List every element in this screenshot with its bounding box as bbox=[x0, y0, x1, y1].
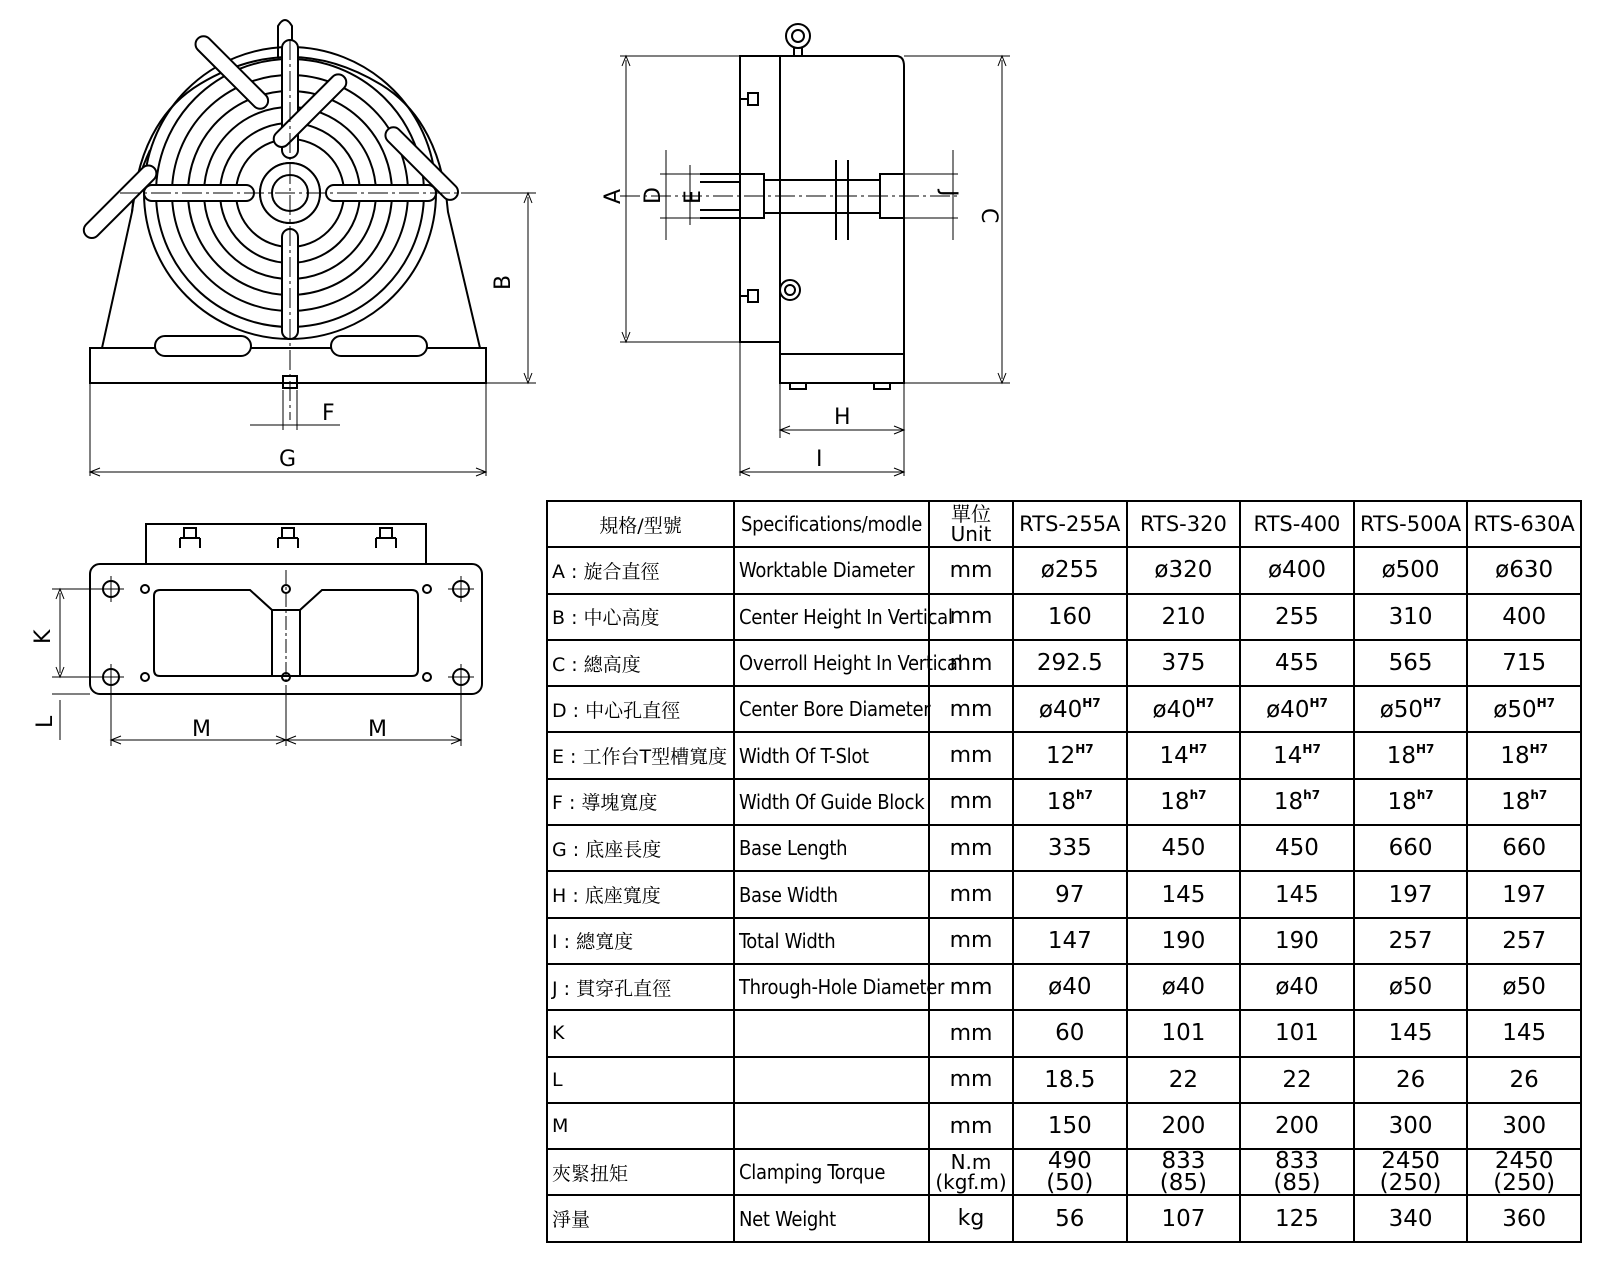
value-text: 450 bbox=[1275, 835, 1319, 862]
row-label-zh: K bbox=[547, 1010, 734, 1056]
value-text: ø40 bbox=[1048, 974, 1092, 1001]
value-text: 150 bbox=[1047, 1113, 1092, 1139]
tolerance-superscript: h7 bbox=[1416, 788, 1434, 803]
row-unit-secondary: (kgf.m) bbox=[935, 1170, 1007, 1195]
row-value bbox=[1467, 594, 1581, 640]
value-text: 200 bbox=[1275, 1113, 1319, 1139]
row-label-en: Width Of T-Slot bbox=[734, 732, 929, 778]
value-secondary: (250) bbox=[1379, 1170, 1442, 1197]
row-value bbox=[1467, 825, 1581, 871]
row-value bbox=[1240, 825, 1354, 871]
row-unit: mm bbox=[929, 871, 1013, 917]
tolerance-superscript: H7 bbox=[1082, 695, 1101, 710]
row-value bbox=[1467, 1057, 1581, 1103]
row-value bbox=[1127, 779, 1241, 825]
dim-label-f: F bbox=[322, 401, 335, 426]
row-value bbox=[1013, 547, 1127, 593]
table-row bbox=[547, 779, 1581, 825]
row-value bbox=[1013, 1195, 1127, 1241]
row-label-zh: 淨量 bbox=[547, 1195, 734, 1241]
value-text: 18 bbox=[1273, 789, 1304, 816]
row-value bbox=[1127, 1149, 1241, 1195]
row-value bbox=[1467, 547, 1581, 593]
table-row bbox=[547, 1103, 1581, 1149]
tolerance-superscript: H7 bbox=[1302, 742, 1321, 757]
row-unit: mm bbox=[929, 779, 1013, 825]
row-unit bbox=[929, 1149, 1013, 1195]
tolerance-superscript: H7 bbox=[1309, 695, 1328, 710]
row-value bbox=[1240, 918, 1354, 964]
row-unit: mm bbox=[929, 547, 1013, 593]
row-value bbox=[1013, 779, 1127, 825]
value-text: 375 bbox=[1161, 650, 1206, 677]
dim-label-m-right: M bbox=[368, 717, 387, 742]
row-label-en: Base Width bbox=[734, 871, 929, 917]
row-unit: mm bbox=[929, 918, 1013, 964]
row-label-zh: E : 工作台T型槽寬度 bbox=[547, 732, 734, 778]
row-value bbox=[1127, 594, 1241, 640]
row-value bbox=[1354, 1103, 1468, 1149]
table-row bbox=[547, 1195, 1581, 1241]
row-label-en: Total Width bbox=[734, 918, 929, 964]
row-value bbox=[1354, 640, 1468, 686]
row-value bbox=[1127, 547, 1241, 593]
value-text: 400 bbox=[1502, 603, 1547, 630]
header-model-2: RTS-320 bbox=[1127, 501, 1241, 547]
value-text: 22 bbox=[1168, 1066, 1199, 1093]
value-text: 18.5 bbox=[1044, 1066, 1096, 1093]
row-label-en: Through-Hole Diameter bbox=[734, 964, 929, 1010]
value-text: 292.5 bbox=[1036, 650, 1103, 677]
row-value bbox=[1127, 1103, 1241, 1149]
table-row bbox=[547, 732, 1581, 778]
value-text: 12 bbox=[1045, 743, 1076, 770]
value-text: 565 bbox=[1388, 650, 1433, 677]
table-row bbox=[547, 640, 1581, 686]
value-text: 197 bbox=[1388, 881, 1433, 908]
row-value bbox=[1467, 732, 1581, 778]
table-row bbox=[547, 1057, 1581, 1103]
row-value bbox=[1354, 779, 1468, 825]
value-text: 145 bbox=[1275, 881, 1319, 908]
row-value bbox=[1354, 594, 1468, 640]
table-row bbox=[547, 825, 1581, 871]
row-unit: kg bbox=[929, 1195, 1013, 1241]
row-value bbox=[1127, 964, 1241, 1010]
tolerance-superscript: H7 bbox=[1423, 695, 1442, 710]
value-text: 300 bbox=[1502, 1113, 1547, 1139]
tolerance-superscript: h7 bbox=[1189, 788, 1207, 803]
row-value bbox=[1354, 1149, 1468, 1195]
row-value bbox=[1354, 1195, 1468, 1241]
value-text: ø630 bbox=[1495, 557, 1554, 584]
value-text: 26 bbox=[1509, 1066, 1539, 1093]
value-text: 56 bbox=[1055, 1205, 1085, 1232]
row-unit: mm bbox=[929, 1103, 1013, 1149]
value-secondary: (85) bbox=[1159, 1170, 1207, 1197]
header-model-4: RTS-500A bbox=[1354, 501, 1468, 547]
row-label-en: Center Bore Diameter bbox=[734, 686, 929, 732]
table-header-row bbox=[547, 501, 1581, 547]
tolerance-superscript: H7 bbox=[1529, 742, 1549, 757]
value-secondary: (85) bbox=[1273, 1170, 1321, 1197]
row-label-en bbox=[734, 1057, 929, 1103]
row-value bbox=[1013, 964, 1127, 1010]
value-text: 18 bbox=[1387, 789, 1417, 816]
dim-label-d: D bbox=[641, 187, 666, 204]
row-unit: mm bbox=[929, 825, 1013, 871]
value-text: 18 bbox=[1160, 789, 1190, 816]
tolerance-superscript: h7 bbox=[1303, 788, 1321, 803]
value-text: 18 bbox=[1500, 743, 1530, 770]
header-unit-zh: 單位 bbox=[951, 502, 991, 527]
row-unit: mm bbox=[929, 686, 1013, 732]
value-secondary: (250) bbox=[1493, 1170, 1556, 1197]
value-text: 60 bbox=[1055, 1020, 1085, 1047]
value-text: 18 bbox=[1046, 789, 1076, 816]
value-text: 257 bbox=[1502, 927, 1547, 954]
value-text: ø40 bbox=[1266, 696, 1310, 723]
dim-label-e: E bbox=[681, 190, 706, 204]
value-primary: 833 bbox=[1161, 1148, 1206, 1175]
dim-label-a: A bbox=[601, 188, 626, 204]
header-unit bbox=[929, 501, 1013, 547]
row-value bbox=[1127, 732, 1241, 778]
front-view bbox=[80, 20, 536, 476]
row-value bbox=[1013, 825, 1127, 871]
row-unit: mm bbox=[929, 1057, 1013, 1103]
row-value bbox=[1467, 964, 1581, 1010]
value-text: 145 bbox=[1388, 1020, 1433, 1047]
row-value bbox=[1467, 1103, 1581, 1149]
value-primary: 2450 bbox=[1381, 1148, 1440, 1175]
table-row bbox=[547, 1149, 1581, 1195]
table-row bbox=[547, 686, 1581, 732]
row-value bbox=[1013, 871, 1127, 917]
row-label-zh: G : 底座長度 bbox=[547, 825, 734, 871]
row-value bbox=[1467, 1010, 1581, 1056]
row-value bbox=[1013, 1010, 1127, 1056]
value-text: 97 bbox=[1055, 881, 1085, 908]
row-label-zh: D : 中心孔直徑 bbox=[547, 686, 734, 732]
dim-label-c: C bbox=[976, 208, 1001, 224]
side-view bbox=[620, 24, 1010, 476]
row-label-en: Overroll Height In Vertical bbox=[734, 640, 929, 686]
row-value bbox=[1013, 1103, 1127, 1149]
value-text: 14 bbox=[1159, 743, 1189, 770]
tolerance-superscript: H7 bbox=[1075, 742, 1094, 757]
row-unit: mm bbox=[929, 732, 1013, 778]
table-row bbox=[547, 964, 1581, 1010]
row-label-en: Worktable Diameter bbox=[734, 547, 929, 593]
row-label-zh: 夾緊扭矩 bbox=[547, 1149, 734, 1195]
value-primary: 2450 bbox=[1494, 1148, 1554, 1175]
dim-label-h: H bbox=[834, 405, 851, 430]
dim-label-l: L bbox=[33, 715, 58, 728]
row-label-en bbox=[734, 1010, 929, 1056]
value-text: 335 bbox=[1047, 835, 1092, 862]
value-text: 200 bbox=[1161, 1113, 1206, 1139]
table-row bbox=[547, 918, 1581, 964]
row-value bbox=[1013, 1057, 1127, 1103]
value-text: 715 bbox=[1502, 650, 1547, 677]
row-value bbox=[1467, 686, 1581, 732]
value-text: 14 bbox=[1273, 743, 1303, 770]
row-value bbox=[1013, 918, 1127, 964]
row-value bbox=[1467, 1149, 1581, 1195]
row-label-en bbox=[734, 1103, 929, 1149]
value-text: ø50 bbox=[1502, 974, 1546, 1001]
row-value bbox=[1354, 964, 1468, 1010]
row-value bbox=[1240, 1149, 1354, 1195]
row-value bbox=[1240, 871, 1354, 917]
row-unit-primary: N.m bbox=[950, 1150, 992, 1175]
row-unit: mm bbox=[929, 594, 1013, 640]
row-value bbox=[1467, 1195, 1581, 1241]
row-value bbox=[1013, 686, 1127, 732]
row-label-zh: I : 總寬度 bbox=[547, 918, 734, 964]
value-text: 340 bbox=[1388, 1205, 1433, 1232]
row-value bbox=[1354, 1057, 1468, 1103]
row-value bbox=[1013, 732, 1127, 778]
row-label-zh: H : 底座寬度 bbox=[547, 871, 734, 917]
value-text: 360 bbox=[1502, 1205, 1547, 1232]
row-value bbox=[1240, 594, 1354, 640]
value-text: 101 bbox=[1161, 1020, 1206, 1047]
value-secondary: (50) bbox=[1046, 1170, 1094, 1197]
row-value bbox=[1240, 686, 1354, 732]
value-text: ø40 bbox=[1152, 696, 1196, 723]
row-label-zh: A : 旋合直徑 bbox=[547, 547, 734, 593]
row-value bbox=[1240, 1103, 1354, 1149]
value-text: ø50 bbox=[1493, 696, 1537, 723]
value-text: 145 bbox=[1161, 881, 1206, 908]
row-value bbox=[1354, 871, 1468, 917]
dim-label-j: J bbox=[936, 190, 961, 197]
dim-label-k: K bbox=[31, 629, 56, 644]
header-en: Specifications/modle bbox=[734, 501, 929, 547]
tolerance-superscript: H7 bbox=[1195, 695, 1215, 710]
row-label-zh: C : 總高度 bbox=[547, 640, 734, 686]
tolerance-superscript: h7 bbox=[1075, 788, 1093, 803]
table-row bbox=[547, 871, 1581, 917]
row-value bbox=[1013, 640, 1127, 686]
value-text: 160 bbox=[1047, 603, 1092, 630]
value-text: 450 bbox=[1161, 835, 1206, 862]
tolerance-superscript: h7 bbox=[1530, 788, 1548, 803]
value-text: ø400 bbox=[1267, 557, 1326, 584]
header-model-1: RTS-255A bbox=[1013, 501, 1127, 547]
header-model-5: RTS-630A bbox=[1467, 501, 1581, 547]
value-text: 26 bbox=[1395, 1066, 1426, 1093]
row-value bbox=[1354, 686, 1468, 732]
tolerance-superscript: H7 bbox=[1416, 742, 1435, 757]
row-value bbox=[1127, 918, 1241, 964]
row-value bbox=[1127, 640, 1241, 686]
value-text: ø40 bbox=[1038, 696, 1083, 723]
value-text: ø255 bbox=[1040, 557, 1099, 584]
row-value bbox=[1127, 1195, 1241, 1241]
value-primary: 833 bbox=[1275, 1148, 1319, 1175]
row-value bbox=[1354, 547, 1468, 593]
row-value bbox=[1240, 640, 1354, 686]
table-body bbox=[547, 547, 1581, 1241]
header-unit-en: Unit bbox=[950, 522, 992, 547]
row-label-zh: M bbox=[547, 1103, 734, 1149]
row-value bbox=[1240, 779, 1354, 825]
specification-table bbox=[546, 500, 1582, 1243]
table-row bbox=[547, 594, 1581, 640]
value-text: ø500 bbox=[1381, 557, 1440, 584]
value-text: 22 bbox=[1282, 1066, 1312, 1093]
row-label-zh: B : 中心高度 bbox=[547, 594, 734, 640]
value-text: 257 bbox=[1388, 927, 1433, 954]
tolerance-superscript: H7 bbox=[1188, 742, 1208, 757]
dim-label-m-left: M bbox=[192, 717, 211, 742]
row-value bbox=[1354, 732, 1468, 778]
value-text: 190 bbox=[1275, 927, 1319, 954]
dim-label-g: G bbox=[279, 447, 297, 472]
table-row bbox=[547, 547, 1581, 593]
row-value bbox=[1354, 825, 1468, 871]
header-model-3: RTS-400 bbox=[1240, 501, 1354, 547]
value-text: 210 bbox=[1161, 603, 1206, 630]
value-text: 125 bbox=[1275, 1205, 1319, 1232]
row-value bbox=[1127, 1057, 1241, 1103]
row-value bbox=[1127, 871, 1241, 917]
row-value bbox=[1467, 918, 1581, 964]
row-label-en: Center Height In Vertical bbox=[734, 594, 929, 640]
row-label-en: Width Of Guide Block bbox=[734, 779, 929, 825]
value-text: 145 bbox=[1502, 1020, 1547, 1047]
tolerance-superscript: H7 bbox=[1536, 695, 1556, 710]
value-text: 660 bbox=[1388, 835, 1433, 862]
value-text: 255 bbox=[1275, 603, 1319, 630]
dim-label-i: I bbox=[816, 447, 823, 472]
table-row bbox=[547, 1010, 1581, 1056]
row-value bbox=[1240, 547, 1354, 593]
row-label-zh: F : 導塊寬度 bbox=[547, 779, 734, 825]
value-text: 197 bbox=[1502, 881, 1547, 908]
value-primary: 490 bbox=[1047, 1148, 1092, 1175]
row-unit: mm bbox=[929, 1010, 1013, 1056]
row-unit: mm bbox=[929, 640, 1013, 686]
row-value bbox=[1127, 686, 1241, 732]
value-text: 147 bbox=[1047, 927, 1092, 954]
row-value bbox=[1467, 640, 1581, 686]
row-value bbox=[1240, 732, 1354, 778]
row-value bbox=[1240, 1057, 1354, 1103]
row-value bbox=[1240, 1010, 1354, 1056]
row-value bbox=[1013, 594, 1127, 640]
value-text: ø50 bbox=[1379, 696, 1424, 723]
value-text: 18 bbox=[1501, 789, 1531, 816]
row-label-en: Clamping Torque bbox=[734, 1149, 929, 1195]
value-text: 107 bbox=[1161, 1205, 1206, 1232]
value-text: 310 bbox=[1388, 603, 1433, 630]
value-text: 455 bbox=[1275, 650, 1319, 677]
value-text: ø50 bbox=[1388, 974, 1433, 1001]
row-value bbox=[1013, 1149, 1127, 1195]
row-value bbox=[1467, 871, 1581, 917]
header-zh: 規格/型號 bbox=[547, 501, 734, 547]
value-text: ø40 bbox=[1161, 974, 1206, 1001]
row-value bbox=[1354, 918, 1468, 964]
value-text: ø40 bbox=[1275, 974, 1319, 1001]
value-text: 660 bbox=[1502, 835, 1547, 862]
row-value bbox=[1240, 1195, 1354, 1241]
row-label-zh: J : 貫穿孔直徑 bbox=[547, 964, 734, 1010]
top-view bbox=[52, 524, 482, 746]
value-text: 18 bbox=[1386, 743, 1417, 770]
row-value bbox=[1467, 779, 1581, 825]
row-value bbox=[1127, 825, 1241, 871]
value-text: ø320 bbox=[1154, 557, 1213, 584]
row-label-zh: L bbox=[547, 1057, 734, 1103]
row-unit: mm bbox=[929, 964, 1013, 1010]
value-text: 300 bbox=[1388, 1113, 1433, 1139]
value-text: 190 bbox=[1161, 927, 1206, 954]
row-label-en: Net Weight bbox=[734, 1195, 929, 1241]
dim-label-b: B bbox=[491, 274, 516, 290]
value-text: 101 bbox=[1275, 1020, 1319, 1047]
row-value bbox=[1354, 1010, 1468, 1056]
row-value bbox=[1240, 964, 1354, 1010]
row-value bbox=[1127, 1010, 1241, 1056]
row-label-en: Base Length bbox=[734, 825, 929, 871]
